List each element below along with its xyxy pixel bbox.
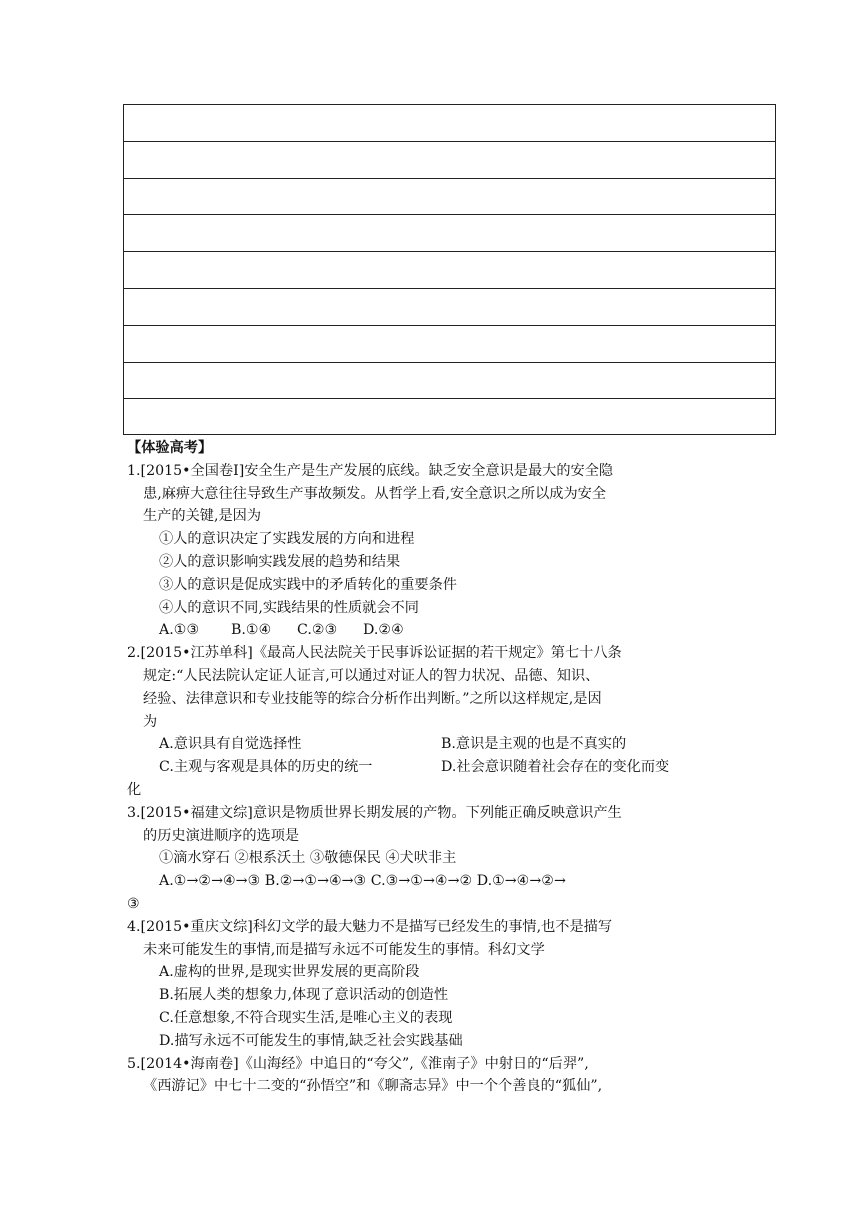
question-4-option-d: D.描写永远不可能发生的事情,缺乏社会实践基础	[159, 1032, 463, 1049]
option-b: B.①④	[231, 622, 272, 639]
option-c: C.主观与客观是具体的历史的统一	[159, 759, 373, 776]
question-2-line: 规定:“人民法院认定证人证言,可以通过对证人的智力状况、品德、知识、	[143, 667, 600, 684]
question-3-options: A.①→②→④→③ B.②→①→④→③ C.③→①→④→② D.①→④→②→	[159, 873, 566, 890]
section-title: 【体验高考】	[127, 440, 213, 456]
question-2-wrap: 化	[127, 781, 142, 798]
question-2-line: 为	[143, 713, 158, 730]
question-1-options	[127, 619, 737, 642]
table-row	[124, 215, 775, 252]
question-2-line: 2.[2015•江苏单科]《最高人民法院关于民事诉讼证据的若干规定》第七十八条	[127, 645, 622, 662]
answer-table	[123, 104, 776, 435]
table-row	[124, 252, 775, 289]
question-1-item: ③人的意识是促成实践中的矛盾转化的重要条件	[159, 576, 457, 593]
table-row	[124, 105, 775, 142]
question-4-option-c: C.任意想象,不符合现实生活,是唯心主义的表现	[159, 1009, 453, 1026]
question-4-line: 未来可能发生的事情,而是描写永远不可能发生的事情。科幻文学	[143, 941, 545, 958]
table-row	[124, 179, 775, 216]
option-d: D.②④	[363, 622, 404, 639]
question-3-line: 的历史演进顺序的选项是	[143, 827, 300, 844]
question-3-items: ①滴水穿石 ②根系沃土 ③敬德保民 ④犬吠非主	[159, 850, 457, 867]
table-row	[124, 399, 775, 436]
table-row	[124, 289, 775, 326]
question-1-line: 患,麻痹大意往往导致生产事故频发。从哲学上看,安全意识之所以成为安全	[143, 485, 607, 502]
question-1-item: ④人的意识不同,实践结果的性质就会不同	[159, 599, 419, 616]
option-b: B.意识是主观的也是不真实的	[441, 736, 627, 753]
table-row	[124, 326, 775, 363]
option-d: D.社会意识随着社会存在的变化而变	[441, 759, 670, 776]
option-a: A.①③	[159, 622, 200, 639]
question-3-wrap: ③	[127, 895, 140, 912]
option-c: C.②③	[297, 622, 338, 639]
question-4-option-b: B.拓展人类的想象力,体现了意识活动的创造性	[159, 987, 449, 1004]
table-row	[124, 142, 775, 179]
question-1-item: ②人的意识影响实践发展的趋势和结果	[159, 553, 401, 570]
question-4-option-a: A.虚构的世界,是现实世界发展的更高阶段	[159, 964, 420, 981]
question-1-line: 1.[2015•全国卷Ⅰ]安全生产是生产发展的底线。缺乏安全意识是最大的安全隐	[127, 462, 614, 479]
question-1-line: 生产的关键,是因为	[143, 508, 262, 525]
question-5-line: 《西游记》中七十二变的“孙悟空”和《聊斋志异》中一个个善良的“狐仙”,	[143, 1078, 603, 1095]
question-2-line: 经验、法律意识和专业技能等的综合分析作出判断。”之所以这样规定,是因	[143, 690, 602, 707]
question-4-line: 4.[2015•重庆文综]科幻文学的最大魅力不是描写已经发生的事情,也不是描写	[127, 918, 613, 935]
question-1-item: ①人的意识决定了实践发展的方向和进程	[159, 531, 415, 548]
exam-questions	[127, 437, 737, 1098]
table-row	[124, 363, 775, 400]
option-a: A.意识具有自觉选择性	[159, 736, 302, 753]
question-2-options-row-2	[127, 756, 737, 779]
question-2-options-row-1	[127, 733, 737, 756]
question-3-line: 3.[2015•福建文综]意识是物质世界长期发展的产物。下列能正确反映意识产生	[127, 804, 622, 821]
question-5-line: 5.[2014•海南卷]《山海经》中追日的“夸父”,《淮南子》中射日的“后羿”,	[127, 1055, 589, 1072]
